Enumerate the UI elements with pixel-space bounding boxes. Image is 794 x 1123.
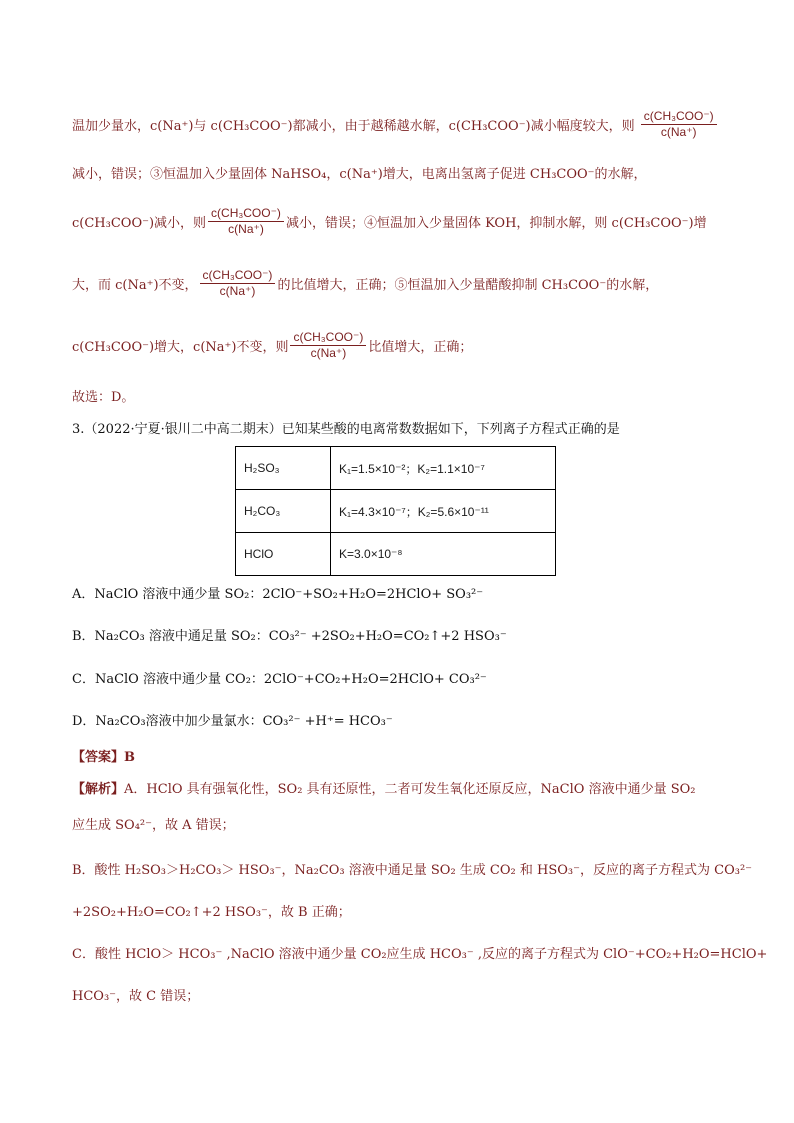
analysis-label: 【解析】 <box>72 782 125 797</box>
constant-cell: K₁=1.5×10⁻²；K₂=1.1×10⁻⁷ <box>331 447 556 490</box>
acid-cell: H₂SO₃ <box>236 447 331 490</box>
text-span: A．HClO 具有强氧化性，SO₂ 具有还原性，二者可发生氧化还原反应，NaClO 溶液中通少量 SO₂ <box>124 782 696 797</box>
ratio-fraction <box>208 206 284 237</box>
analysis-line-b1: B．酸性 H₂SO₃＞H₂CO₃＞ HSO₃⁻，Na₂CO₃ 溶液中通足量 SO₂ 生成 CO₂ 和 HSO₃⁻，反应的离子方程式为 CO₃²⁻ <box>72 863 753 878</box>
table-row <box>236 490 556 533</box>
option-b: B．Na₂CO₃ 溶液中通足量 SO₂：CO₃²⁻ +2SO₂+H₂O=CO₂↑+2 HSO₃⁻ <box>72 629 507 644</box>
table-row <box>236 447 556 490</box>
acid-cell: H₂CO₃ <box>236 490 331 533</box>
fraction-numerator: c(CH₃COO⁻) <box>290 330 366 346</box>
text-span: 减小，错误；④恒温加入少量固体 KOH，抑制水解，则 c(CH₃COO⁻)增 <box>285 216 707 231</box>
text-span: c(CH₃COO⁻)增大，c(Na⁺)不变，则 <box>72 340 289 355</box>
option-d: D．Na₂CO₃溶液中加少量氯水：CO₃²⁻ +H⁺= HCO₃⁻ <box>72 714 393 729</box>
text-span: 温加少量水，c(Na⁺)与 c(CH₃COO⁻)都减小，由于越稀越水解，c(CH₃COO⁻)减小幅度较大，则 <box>72 119 635 134</box>
fraction-denominator: c(Na⁺) <box>310 346 347 360</box>
analysis-line-c2: HCO₃⁻，故 C 错误； <box>72 989 200 1004</box>
para-line-6: 故选：D。 <box>72 390 135 405</box>
text-span: 大，而 c(Na⁺)不变， <box>72 278 198 293</box>
analysis-line-b2: +2SO₂+H₂O=CO₂↑+2 HSO₃⁻，故 B 正确； <box>72 905 351 920</box>
text-span: 比值增大，正确； <box>368 340 473 355</box>
fraction-numerator: c(CH₃COO⁻) <box>641 109 717 125</box>
acid-cell: HClO <box>236 533 331 576</box>
fraction-denominator: c(Na⁺) <box>660 125 697 139</box>
constant-cell: K=3.0×10⁻⁸ <box>331 533 556 576</box>
option-a: A．NaClO 溶液中通少量 SO₂：2ClO⁻+SO₂+H₂O=2HClO+ SO₃²⁻ <box>72 587 484 602</box>
answer-label: 【答案】B <box>72 750 135 765</box>
table-row <box>236 533 556 576</box>
analysis-line-a2: 应生成 SO₄²⁻，故 A 错误； <box>72 818 235 833</box>
analysis-line-a1 <box>72 781 722 799</box>
analysis-line-c1: C．酸性 HClO＞ HCO₃⁻ ,NaClO 溶液中通少量 CO₂应生成 HCO₃⁻ ,反应的离子方程式为 ClO⁻+CO₂+H₂O=HClO+ <box>72 947 768 962</box>
para-line-4 <box>72 270 722 301</box>
text-span: 的比值增大，正确；⑤恒温加入少量醋酸抑制 CH₃COO⁻的水解， <box>277 278 659 293</box>
ratio-fraction <box>290 330 366 361</box>
fraction-numerator: c(CH₃COO⁻) <box>200 268 276 284</box>
para-line-5 <box>72 332 722 363</box>
fraction-numerator: c(CH₃COO⁻) <box>208 206 284 222</box>
question-stem: 3.（2022·宁夏·银川二中高二期末）已知某些酸的电离常数数据如下，下列离子方程式正确的是 <box>72 422 620 437</box>
ratio-fraction <box>641 109 717 140</box>
para-line-3 <box>72 208 722 239</box>
ratio-fraction <box>200 268 276 299</box>
fraction-denominator: c(Na⁺) <box>219 284 256 298</box>
constant-cell: K₁=4.3×10⁻⁷；K₂=5.6×10⁻¹¹ <box>331 490 556 533</box>
option-c: C．NaClO 溶液中通少量 CO₂：2ClO⁻+CO₂+H₂O=2HClO+ CO₃²⁻ <box>72 672 487 687</box>
para-line-2: 减小，错误；③恒温加入少量固体 NaHSO₄，c(Na⁺)增大，电离出氢离子促进 CH₃COO⁻的水解， <box>72 167 647 182</box>
text-span: c(CH₃COO⁻)减小，则 <box>72 216 207 231</box>
para-line-1 <box>72 111 722 142</box>
fraction-denominator: c(Na⁺) <box>228 222 264 236</box>
ionization-constant-table <box>235 446 556 576</box>
